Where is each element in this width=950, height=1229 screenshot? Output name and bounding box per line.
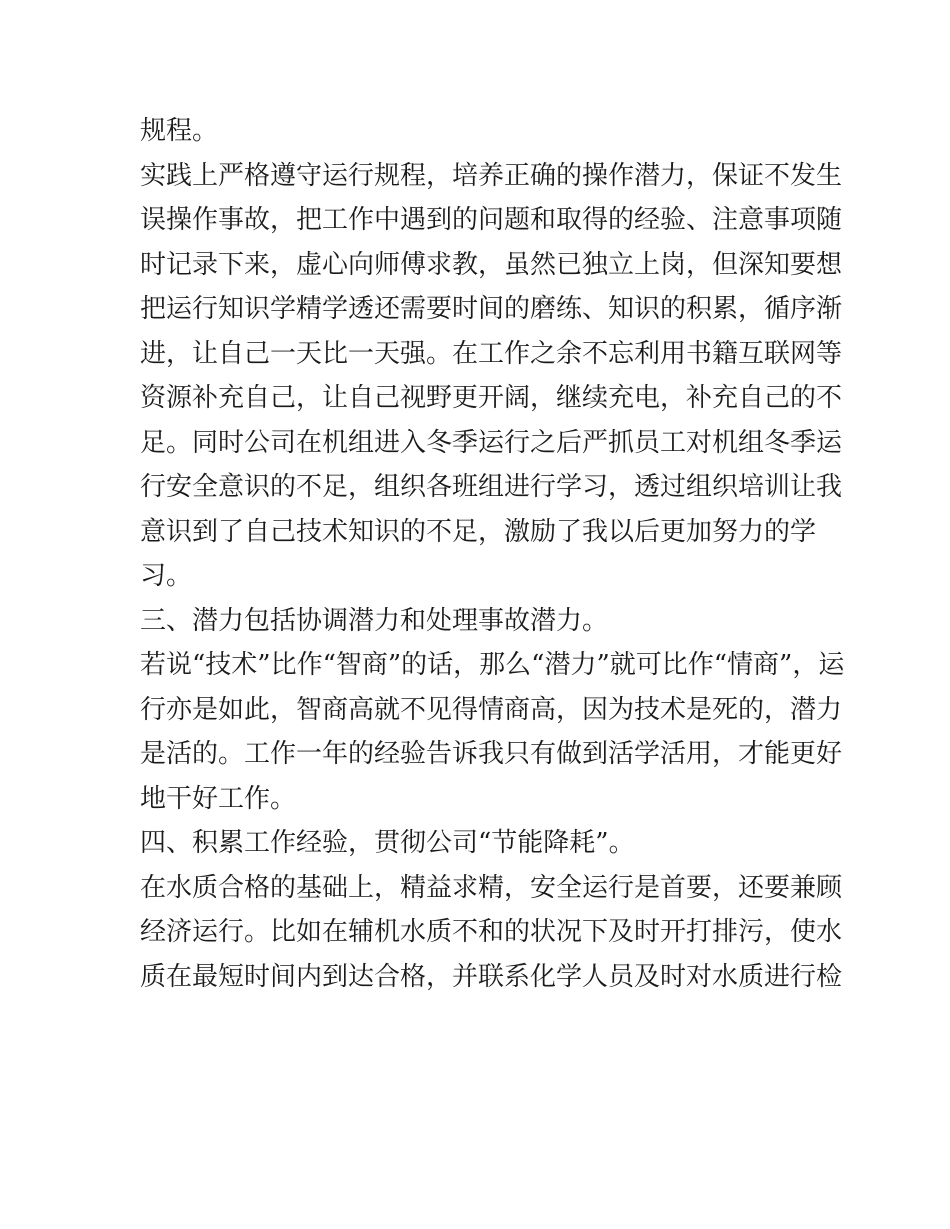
text-line: 进，让自己一天比一天强。在工作之余不忘利用书籍互联网等: [140, 338, 843, 369]
text-line: 资源补充自己，让自己视野更开阔，继续充电，补充自己的不: [140, 383, 843, 413]
text-line: 若说“技术”比作“智商”的话，那么“潜力”就可比作“情商”，运: [140, 650, 845, 680]
text-line: 行亦是如此，智商高就不见得情商高，因为技术是死的，潜力: [140, 694, 843, 725]
text-line: 在水质合格的基础上，精益求精，安全运行是首要，还要兼顾: [140, 872, 843, 903]
section-heading: 三、潜力包括协调潜力和处理事故潜力。: [140, 605, 609, 636]
text-line: 把运行知识学精学透还需要时间的磨练、知识的积累，循序渐: [140, 294, 843, 324]
text-line: 足。同时公司在机组进入冬季运行之后严抓员工对机组冬季运: [140, 427, 843, 458]
document-body: [140, 109, 845, 999]
text-line: 质在最短时间内到达合格，并联系化学人员及时对水质进行检: [140, 961, 843, 992]
section-heading: 四、积累工作经验，贯彻公司“节能降耗”。: [140, 828, 635, 858]
text-line: 地干好工作。: [140, 783, 297, 814]
text-line: 时记录下来，虚心向师傅求教，虽然已独立上岗，但深知要想: [140, 249, 843, 280]
text-line: 行安全意识的不足，组织各班组进行学习，透过组织培训让我: [140, 472, 843, 502]
text-line: 实践上严格遵守运行规程，培养正确的操作潜力，保证不发生: [140, 160, 843, 191]
text-line: 规程。: [140, 116, 219, 146]
text-line: 意识到了自己技术知识的不足，激励了我以后更加努力的学: [140, 516, 817, 547]
text-line: 经济运行。比如在辅机水质不和的状况下及时开打排污，使水: [140, 917, 843, 947]
text-line: 是活的。工作一年的经验告诉我只有做到活学活用，才能更好: [140, 739, 843, 769]
text-line: 习。: [140, 561, 193, 591]
text-line: 误操作事故，把工作中遇到的问题和取得的经验、注意事项随: [140, 205, 843, 235]
